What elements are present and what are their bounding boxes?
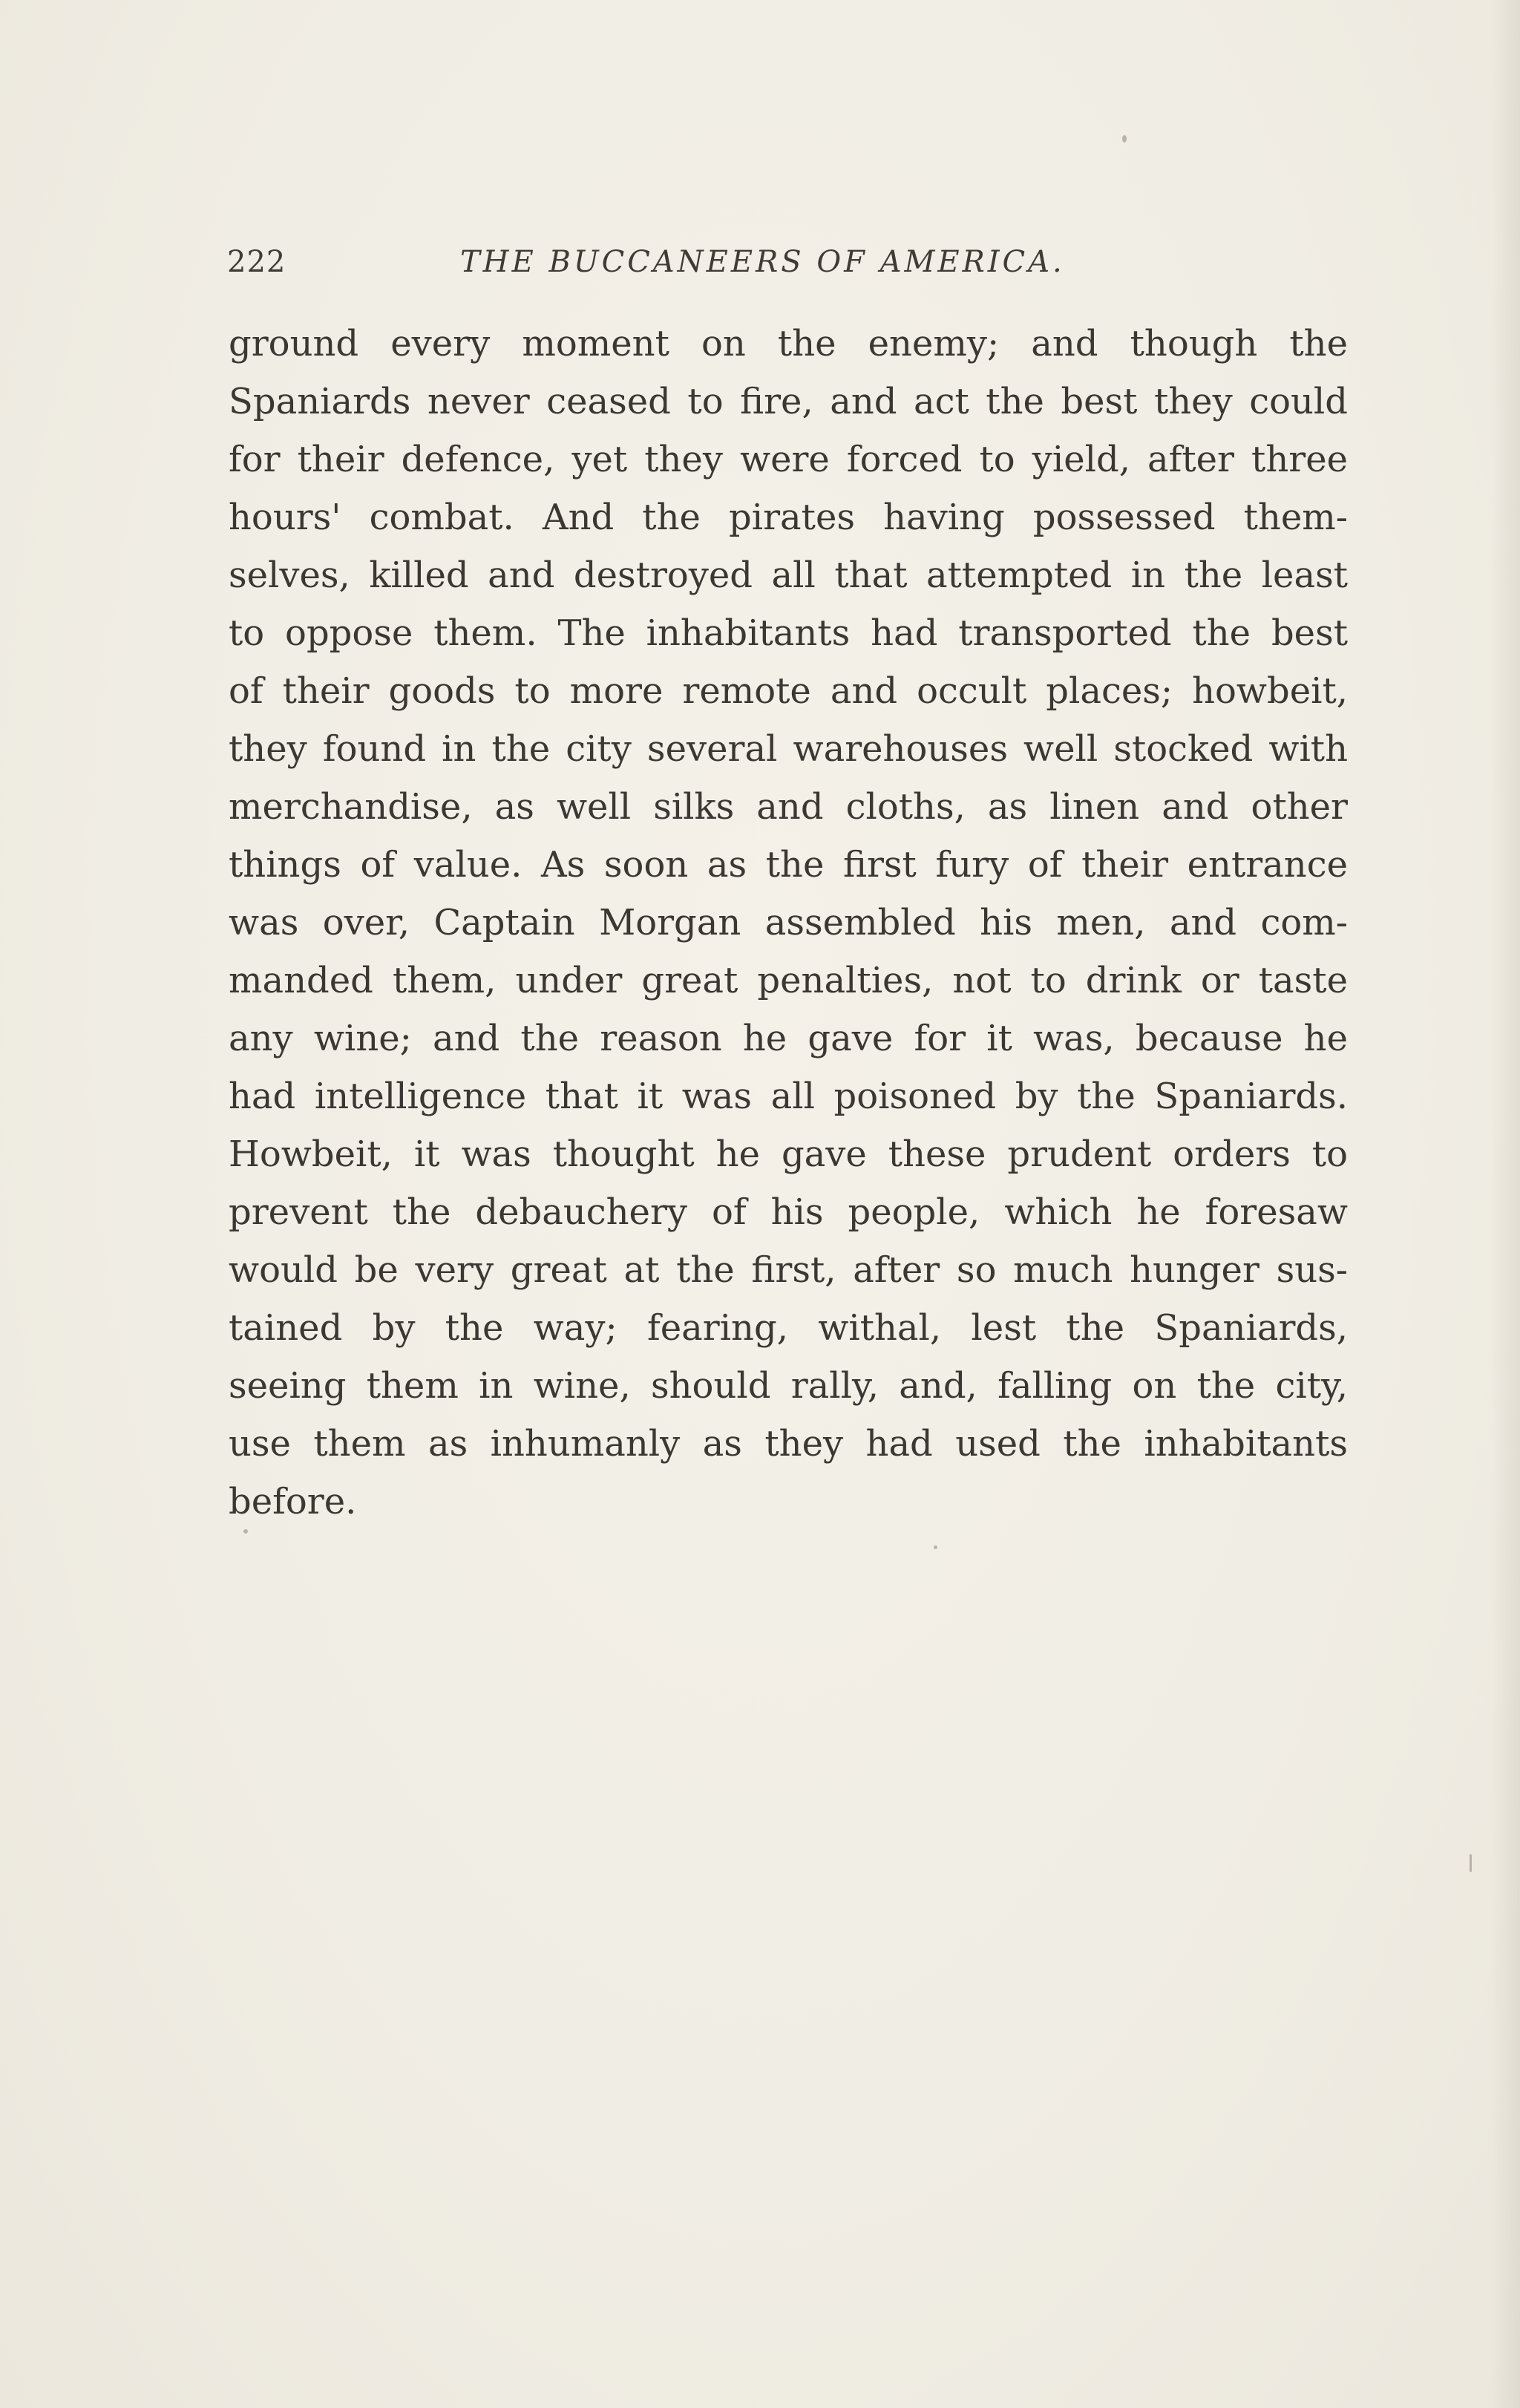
text-line: they found in the city several warehouses well stocked with (229, 728, 1348, 770)
text-line: manded them, under great penalties, not to drink or taste (229, 960, 1348, 1001)
text-line: Howbeit, it was thought he gave these prudent orders to (229, 1133, 1348, 1175)
text-line: for their defence, yet they were forced to yield, after three (229, 439, 1348, 480)
text-line: seeing them in wine, should rally, and, falling on the city, (229, 1365, 1348, 1407)
page-edge-shadow (1490, 0, 1520, 2408)
paper-speck (934, 1545, 937, 1549)
text-line: any wine; and the reason he gave for it was, because he (229, 1018, 1348, 1059)
text-line: before. (229, 1481, 357, 1522)
paper-speck (1470, 1854, 1472, 1872)
text-line: use them as inhumanly as they had used the inhabitants (229, 1423, 1348, 1465)
running-title: THE BUCCANEERS OF AMERICA. (460, 245, 1065, 279)
text-line: prevent the debauchery of his people, which he foresaw (229, 1191, 1348, 1233)
text-line: would be very great at the first, after so much hunger sus- (229, 1249, 1348, 1291)
text-line: had intelligence that it was all poisoned by the Spaniards. (229, 1076, 1348, 1117)
text-line: tained by the way; fearing, withal, lest the Spaniards, (229, 1307, 1348, 1349)
text-line: merchandise, as well silks and cloths, as linen and other (229, 786, 1348, 828)
paper-speck (1122, 135, 1127, 143)
page-number: 222 (227, 245, 286, 279)
text-line: Spaniards never ceased to fire, and act the best they could (229, 381, 1348, 422)
running-head (227, 236, 1340, 288)
text-line: selves, killed and destroyed all that attempted in the least (229, 554, 1348, 596)
text-line: ground every moment on the enemy; and though the (229, 323, 1348, 364)
text-line: of their goods to more remote and occult places; howbeit, (229, 670, 1348, 712)
text-line: hours' combat. And the pirates having possessed them- (229, 497, 1348, 538)
text-line: was over, Captain Morgan assembled his men, and com- (229, 902, 1348, 943)
text-line: things of value. As soon as the first fury of their entrance (229, 844, 1348, 886)
text-line: to oppose them. The inhabitants had transported the best (229, 612, 1348, 654)
body-text (229, 315, 1348, 1531)
